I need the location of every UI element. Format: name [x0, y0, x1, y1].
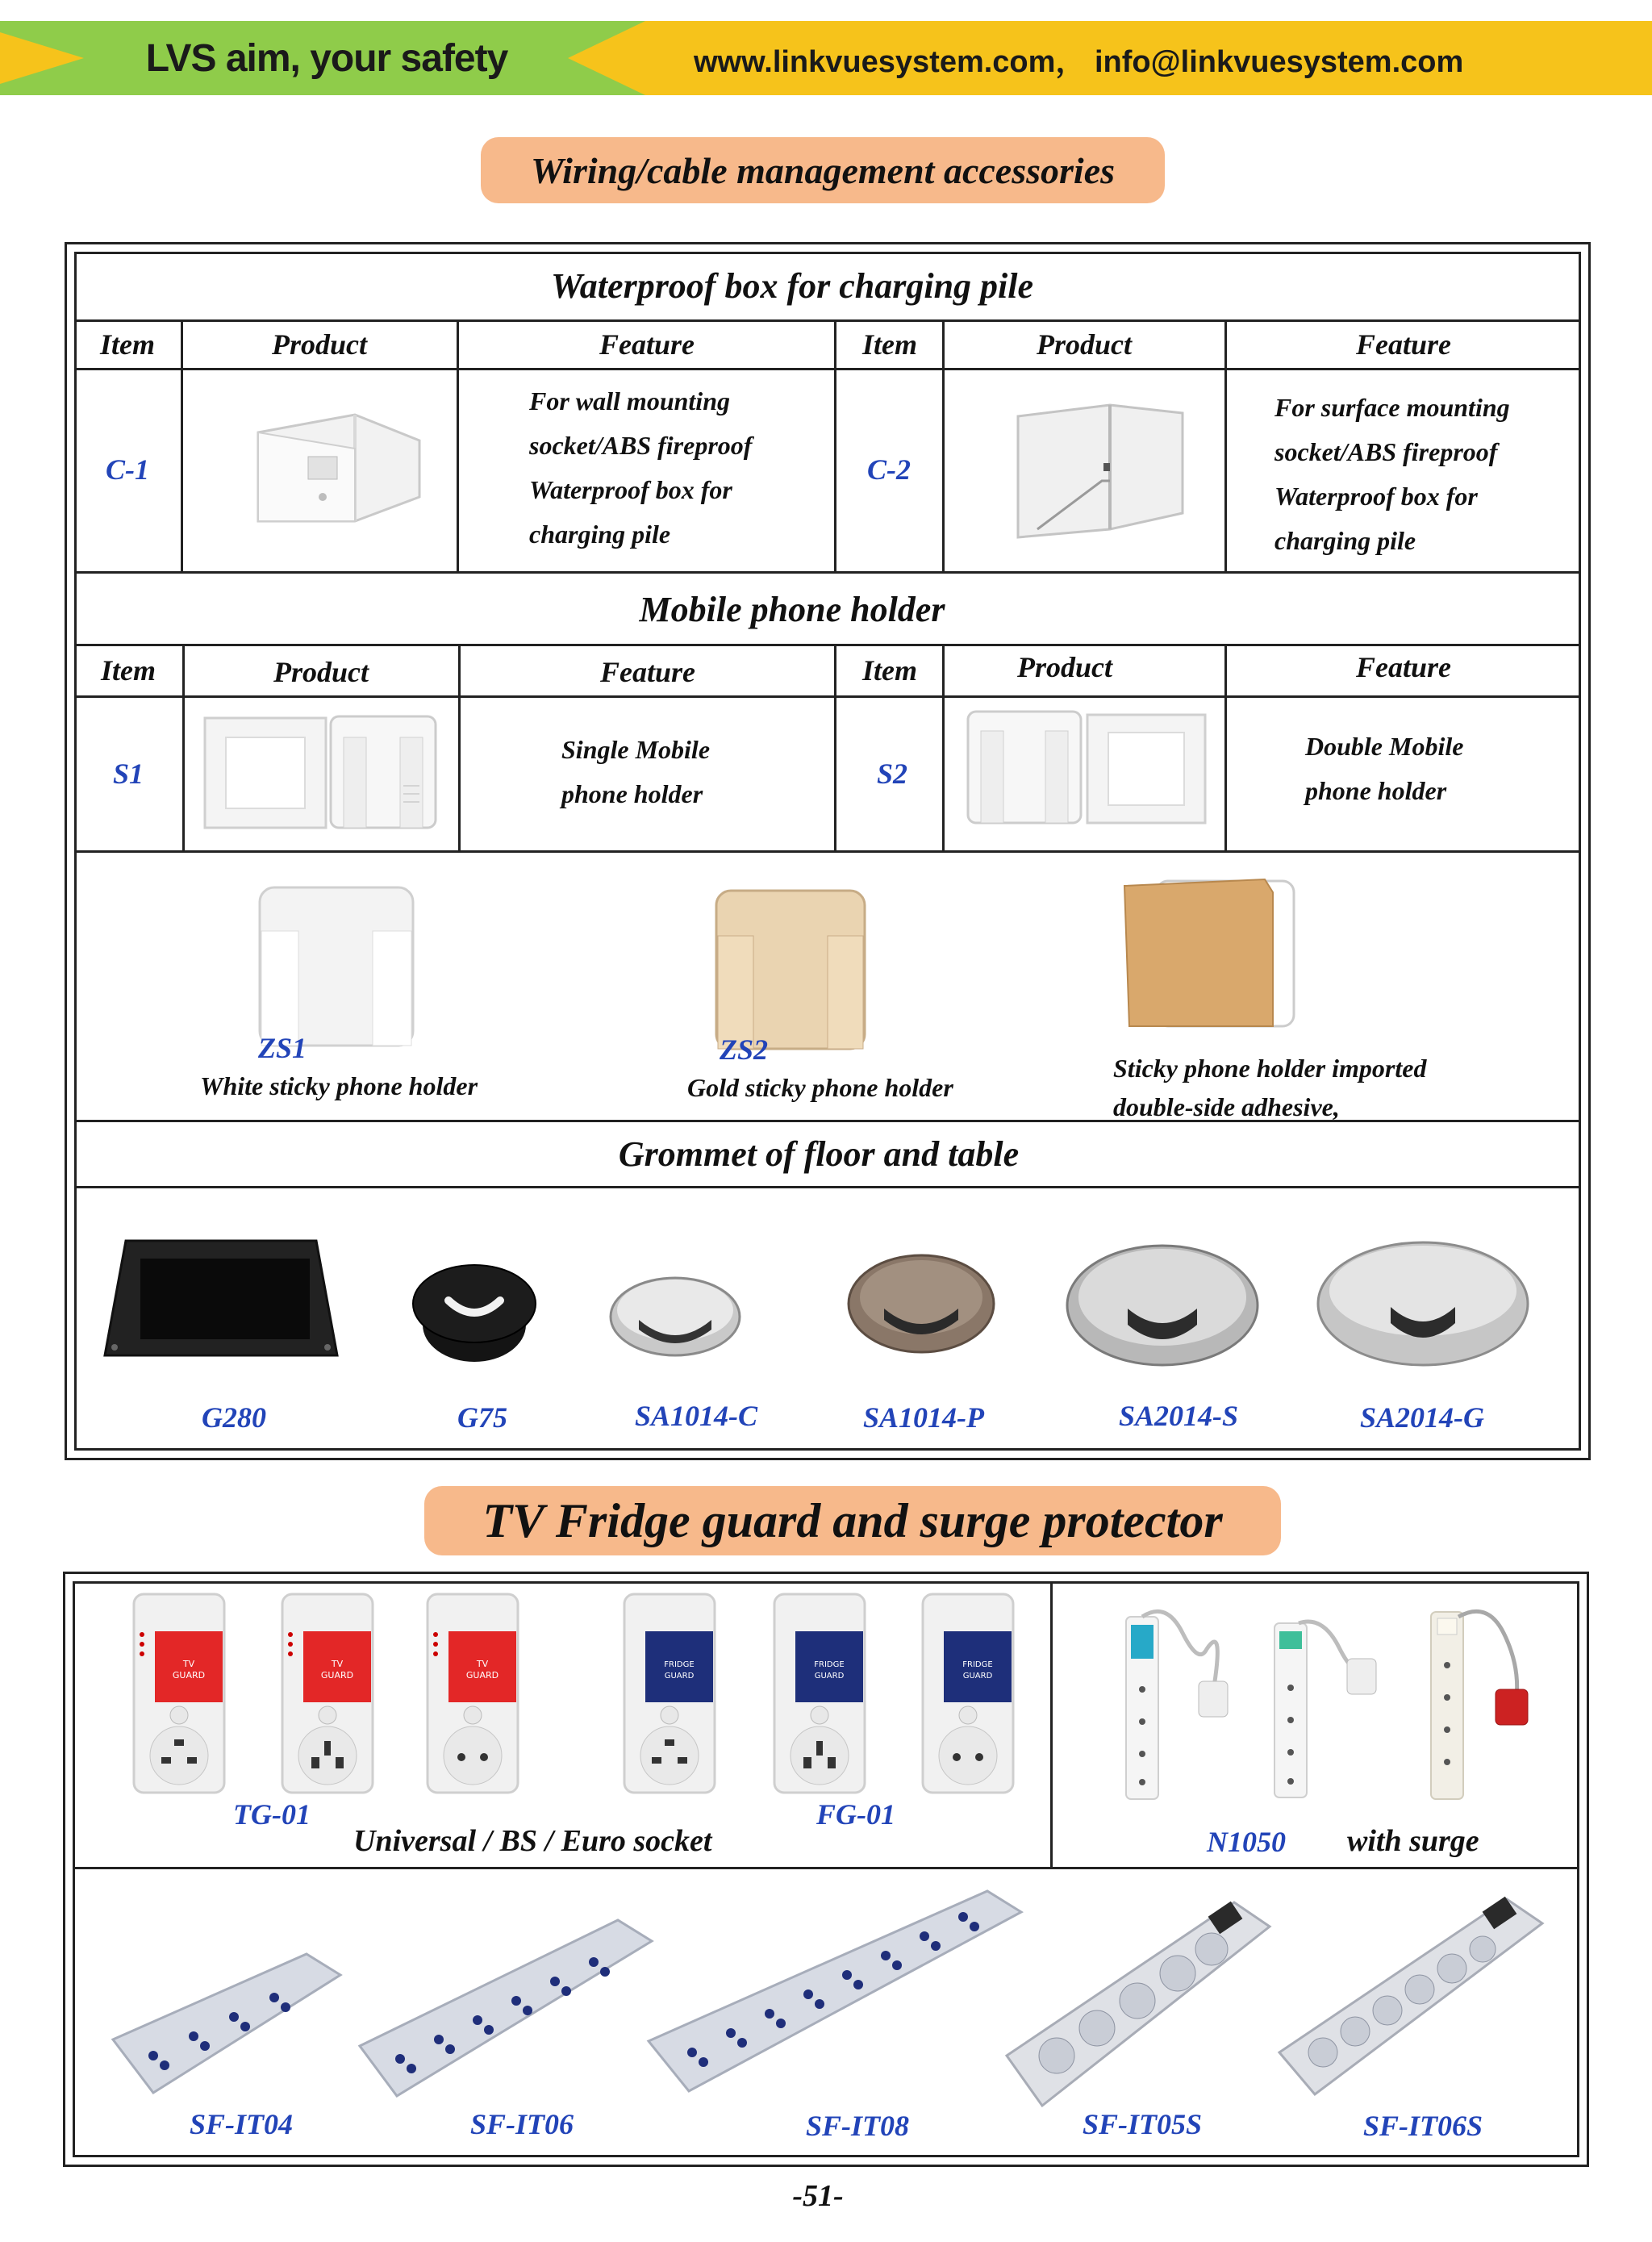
svg-text:FRIDGE: FRIDGE — [962, 1660, 993, 1669]
svg-text:TV: TV — [476, 1659, 489, 1669]
phone-col-item-2: Item — [862, 654, 917, 687]
socket-types: Universal / BS / Euro socket — [353, 1824, 712, 1858]
strip-sf-it05s-image — [1000, 1894, 1274, 2112]
grommet-sa2014g-image — [1313, 1234, 1533, 1368]
white-sticky-holder-image — [252, 883, 421, 1052]
col-header-feature-2: Feature — [1355, 328, 1451, 361]
phone-col-feature-2: Feature — [1355, 651, 1451, 683]
with-surge: with surge — [1347, 1824, 1479, 1858]
code-g280: G280 — [202, 1401, 266, 1434]
code-g75: G75 — [457, 1401, 507, 1434]
feature-s2: Double Mobile phone holder — [1305, 732, 1464, 805]
phone-col-item: Item — [101, 654, 156, 687]
fridge-guard-universal-image — [771, 1593, 868, 1794]
tv-guard-universal-image — [279, 1593, 376, 1794]
col-header-item-2: Item — [862, 328, 917, 361]
code-zs2: ZS2 — [719, 1033, 768, 1066]
fridge-guard-uk-image — [621, 1593, 718, 1794]
svg-text:GUARD: GUARD — [962, 1672, 993, 1680]
col-header-feature: Feature — [599, 328, 695, 361]
section-title-tv-fridge: TV Fridge guard and surge protector — [424, 1486, 1281, 1555]
waterproof-box-c1-image — [234, 400, 428, 537]
phone-col-product-2: Product — [1016, 651, 1112, 683]
code-tg01: TG-01 — [233, 1798, 311, 1831]
item-s1: S1 — [112, 758, 144, 790]
svg-text:TV: TV — [331, 1659, 344, 1669]
desc-zs1: White sticky phone holder — [200, 1071, 478, 1100]
code-sf-it06: SF-IT06 — [469, 2108, 574, 2140]
code-sa2014g: SA2014-G — [1359, 1401, 1485, 1434]
code-sa1014c: SA1014-C — [634, 1400, 758, 1432]
adhesive-desc: Sticky phone holder imported double-side adhesive, — [1113, 1054, 1427, 1121]
strip-sf-it08-image — [640, 1880, 1028, 2098]
strip-sf-it04-image — [105, 1943, 347, 2104]
strip-sf-it06-image — [352, 1909, 658, 2102]
double-phone-holder-image — [966, 707, 1208, 828]
svg-text:GUARD: GUARD — [172, 1670, 206, 1680]
adhesive-holder-image — [1121, 876, 1299, 1031]
tv-guard-label: TV — [182, 1659, 195, 1669]
phone-holder-title: Mobile phone holder — [639, 589, 945, 629]
code-sa2014s: SA2014-S — [1118, 1400, 1239, 1432]
feature-s1: Single Mobile phone holder — [561, 735, 711, 808]
grommet-g280-image — [102, 1238, 340, 1363]
section-title-wiring: Wiring/cable management accessories — [481, 137, 1165, 203]
svg-text:GUARD: GUARD — [664, 1672, 695, 1680]
header-contact: www.linkvuesystem.com， info@linkvuesystem.com — [694, 44, 1464, 79]
grommet-sa1014c-image — [607, 1270, 744, 1359]
grommet-title: Grommet of floor and table — [618, 1134, 1020, 1174]
svg-text:GUARD: GUARD — [320, 1670, 354, 1680]
single-phone-holder-image — [202, 713, 439, 831]
phone-col-feature: Feature — [599, 656, 695, 688]
svg-text:FRIDGE: FRIDGE — [664, 1660, 695, 1669]
code-sf-it06s: SF-IT06S — [1362, 2110, 1483, 2142]
svg-text:GUARD: GUARD — [465, 1670, 499, 1680]
header-slogan: LVS aim, your safety — [145, 36, 508, 80]
item-c2: C-2 — [867, 453, 911, 486]
code-sf-it04: SF-IT04 — [189, 2108, 294, 2140]
page-number: -51- — [792, 2179, 844, 2213]
waterproof-title: Waterproof box for charging pile — [550, 265, 1034, 306]
col-header-product-2: Product — [1036, 328, 1132, 361]
fridge-guard-euro-image — [920, 1593, 1016, 1794]
code-n1050: N1050 — [1207, 1826, 1286, 1858]
code-sf-it08: SF-IT08 — [805, 2110, 910, 2142]
power-strip-n1050-b-image — [1266, 1607, 1387, 1801]
grommet-g75-image — [411, 1260, 537, 1365]
code-sf-it05s: SF-IT05S — [1082, 2108, 1203, 2140]
strip-sf-it06s-image — [1273, 1891, 1547, 2101]
grommet-sa1014p-image — [844, 1247, 999, 1357]
col-header-item: Item — [100, 328, 155, 361]
tv-guard-euro-image — [424, 1593, 521, 1794]
power-strip-n1050-a-image — [1118, 1601, 1239, 1802]
code-fg01: FG-01 — [816, 1798, 895, 1831]
grommet-sa2014s-image — [1063, 1241, 1262, 1368]
waterproof-box-c2-image — [1005, 392, 1191, 545]
desc-zs2: Gold sticky phone holder — [687, 1073, 953, 1102]
tv-guard-uk-image — [131, 1593, 227, 1794]
item-c1: C-1 — [106, 453, 149, 486]
item-s2: S2 — [876, 758, 908, 790]
code-zs1: ZS1 — [257, 1032, 307, 1064]
svg-text:FRIDGE: FRIDGE — [814, 1660, 845, 1669]
col-header-product: Product — [271, 328, 367, 361]
power-strip-surge-image — [1423, 1601, 1544, 1802]
phone-col-product: Product — [273, 656, 369, 688]
svg-text:GUARD: GUARD — [814, 1672, 845, 1680]
feature-c2: For surface mounting socket/ABS fireproof Waterproof box for charging pile — [1274, 393, 1510, 555]
code-sa1014p: SA1014-P — [862, 1401, 984, 1434]
gold-sticky-holder-image — [710, 886, 871, 1055]
feature-c1: For wall mounting socket/ABS fireproof Waterproof box for charging pile — [529, 386, 753, 549]
